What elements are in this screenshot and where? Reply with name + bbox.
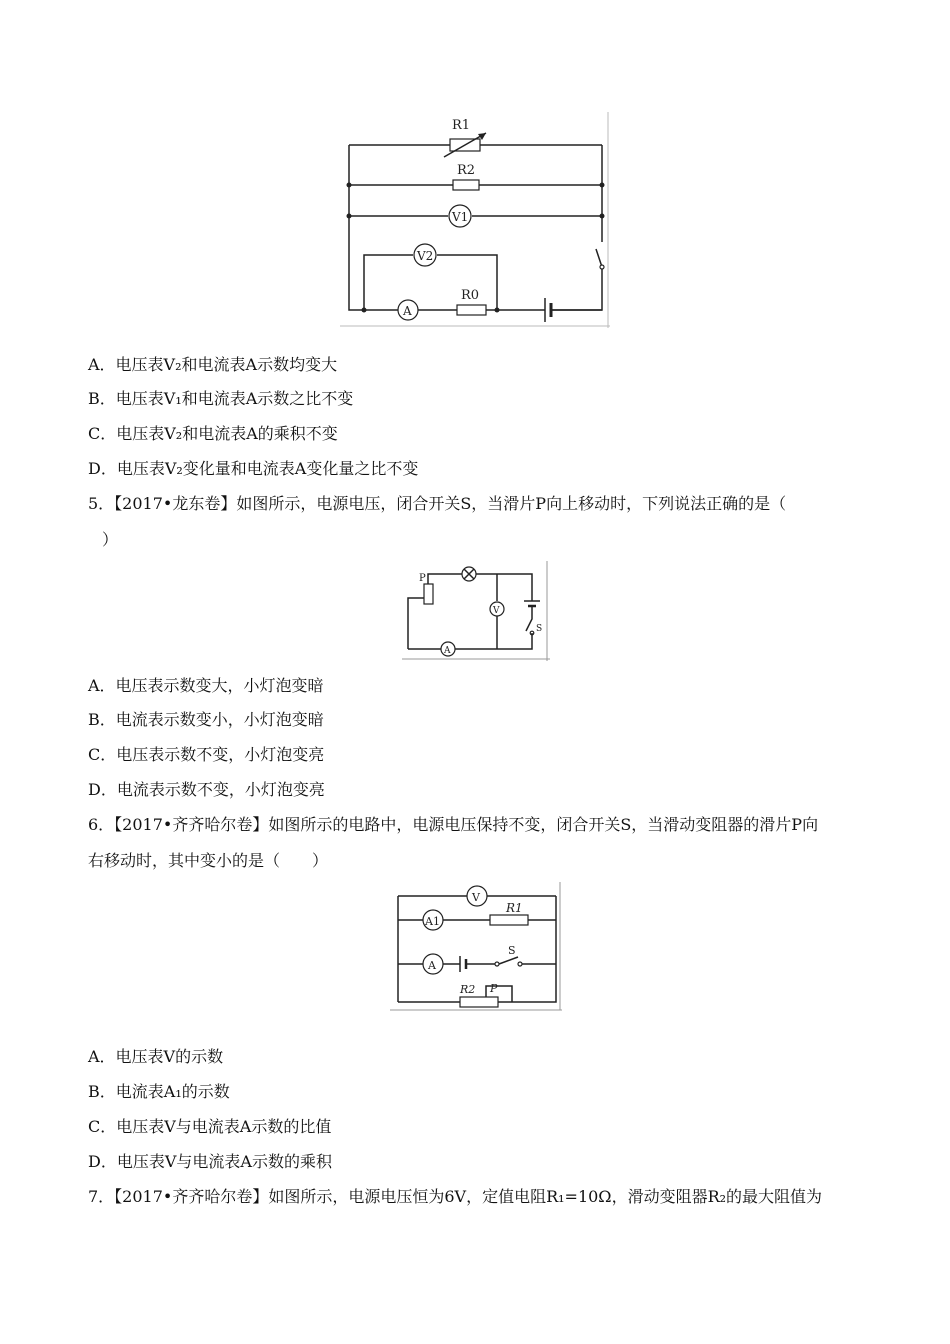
q4-v2-label: V2 [417,249,434,263]
q4-option-c: C．电压表V₂和电流表A的乘积不变 [88,424,338,443]
q6-r1-label: R1 [506,901,523,915]
q6-circuit-diagram [390,882,562,1012]
q7-stem-line1: 7．【2017•齐齐哈尔卷】如图所示，电源电压恒为6V，定值电阻R₁=10Ω，滑动变阻器R₂的最大阻值为 [88,1187,823,1206]
q5-ammeter-label: A [444,646,451,656]
q4-r0-label: R0 [461,288,480,303]
q5-option-a: A．电压表示数变大，小灯泡变暗 [88,676,324,695]
q4-r1-label: R1 [452,118,471,133]
q6-option-a: A．电压表V的示数 [88,1047,224,1066]
q5-option-c: C．电压表示数不变，小灯泡变亮 [88,745,325,764]
q5-p-label: P [419,573,426,584]
q6-switch-label: S [508,944,516,957]
q6-option-b: B．电流表A₁的示数 [88,1082,230,1101]
q5-stem-line1: 5．【2017•龙东卷】如图所示，电源电压，闭合开关S，当滑片P向上移动时，下列说法正确的是（ [88,494,787,513]
q5-option-b: B．电流表示数变小，小灯泡变暗 [88,710,324,729]
q6-option-c: C．电压表V与电流表A示数的比值 [88,1117,332,1136]
q4-ammeter-label: A [403,304,412,318]
q4-option-a: A．电压表V₂和电流表A示数均变大 [88,355,338,374]
q4-option-d: D．电压表V₂变化量和电流表A变化量之比不变 [88,459,419,478]
q6-option-d: D．电压表V与电流表A示数的乘积 [88,1152,332,1171]
q4-option-b: B．电压表V₁和电流表A示数之比不变 [88,389,354,408]
q6-stem-line2: 右移动时，其中变小的是（ ） [88,851,329,870]
q5-switch-label: S [536,624,543,634]
q5-voltmeter-label: V [493,606,500,616]
q4-v1-label: V1 [452,210,469,224]
q6-voltmeter-label: V [472,891,480,904]
q5-stem-line2: ） [102,530,119,549]
q6-p-label: P [490,982,498,995]
q4-circuit-diagram [340,112,610,328]
q6-ammeter-label: A [428,959,436,972]
q6-r2-label: R2 [460,983,476,996]
q6-a1-label: A1 [425,915,440,928]
q6-stem-line1: 6．【2017•齐齐哈尔卷】如图所示的电路中，电源电压保持不变，闭合开关S，当滑动变阻器的滑片P向 [88,815,819,834]
q5-circuit-diagram [402,561,550,661]
q5-option-d: D．电流表示数不变，小灯泡变亮 [88,780,325,799]
q4-r2-label: R2 [457,163,476,178]
